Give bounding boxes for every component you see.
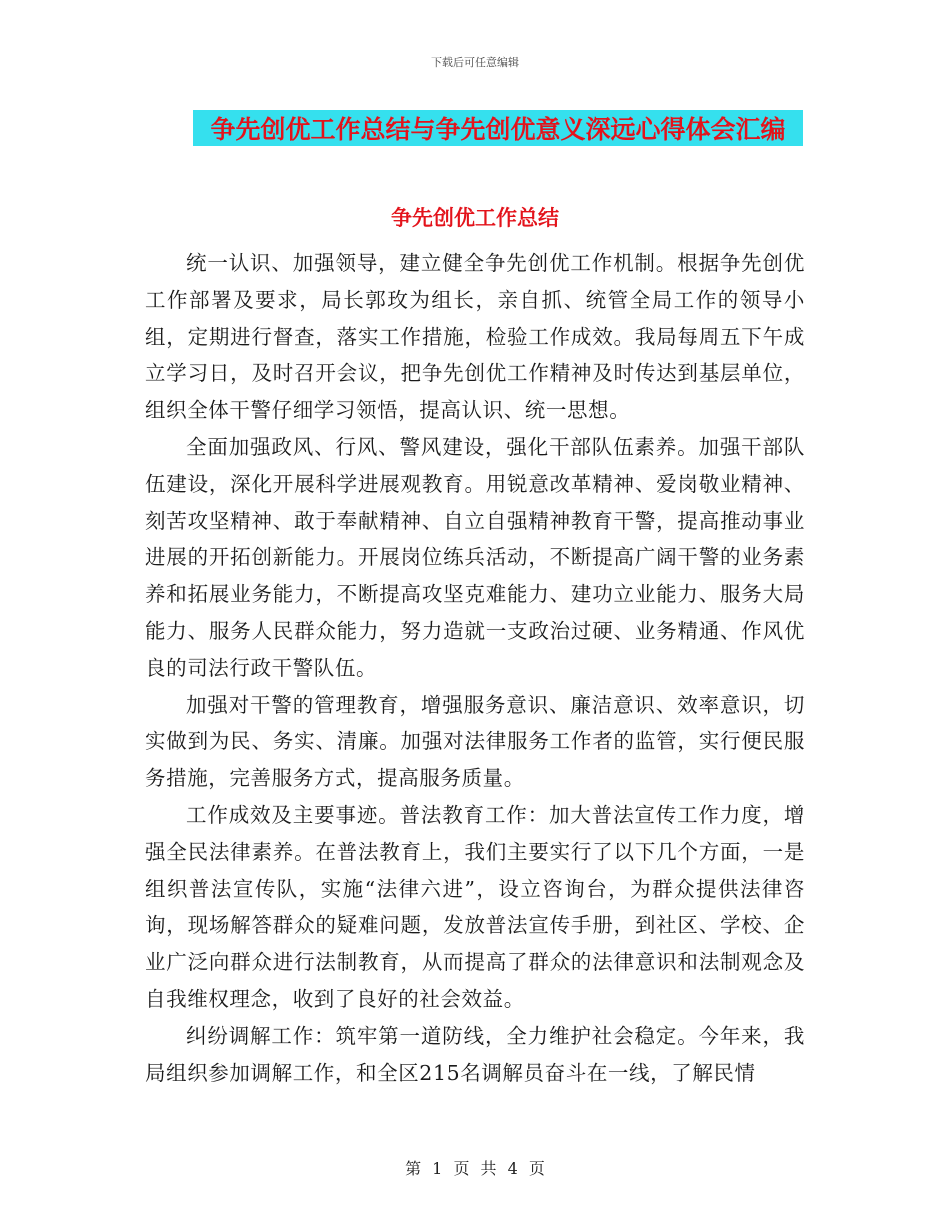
paragraph: 工作成效及主要事迹。普法教育工作：加大普法宣传工作力度，增强全民法律素养。在普法教育上，我们主要实行了以下几个方面，一是组织普法宣传队，实施“法律六进”，设立咨询台，为群众提供法律咨询，现场解答群众的疑难问题，发放普法宣传手册，到社区、学校、企业广泛向群众进行法制教育，从而提高了群众的法律意识和法制观念及自我维权理念，收到了良好的社会效益。 [145,802,805,1011]
page-footer: 第 1 页 共 4 页 [405,1159,545,1178]
paragraph: 全面加强政风、行风、警风建设，强化干部队伍素养。加强干部队伍建设，深化开展科学进展观教育。用锐意改革精神、爱岗敬业精神、刻苦攻坚精神、敢于奉献精神、自立自强精神教育干警，提高推动事业进展的开拓创新能力。开展岗位练兵活动，不断提高广阔干警的业务素养和拓展业务能力，不断提高攻坚克难能力、建功立业能力、服务大局能力、服务人民群众能力，努力造就一支政治过硬、业务精通、作风优良的司法行政干警队伍。 [145,434,805,680]
paragraph: 统一认识、加强领导，建立健全争先创优工作机制。根据争先创优工作部署及要求，局长郭玫为组长，亲自抓、统管全局工作的领导小组，定期进行督查，落实工作措施，检验工作成效。我局每周五下午成立学习日，及时召开会议，把争先创优工作精神及时传达到基层单位，组织全体干警仔细学习领悟，提高认识、统一思想。 [145,251,805,423]
document-title: 争先创优工作总结与争先创优意义深远心得体会汇编 [210,115,786,144]
page-header-note: 下载后可任意编辑 [431,56,519,69]
paragraph: 加强对干警的管理教育，增强服务意识、廉洁意识、效率意识，切实做到为民、务实、清廉。加强对法律服务工作者的监管，实行便民服务措施，完善服务方式，提高服务质量。 [145,692,805,791]
section-title: 争先创优工作总结 [391,206,559,230]
document-title-highlight [193,110,803,146]
paragraph: 纠纷调解工作：筑牢第一道防线，全力维护社会稳定。今年来，我局组织参加调解工作，和全区215名调解员奋斗在一线，了解民情 [145,1023,805,1085]
document-body [145,245,805,1091]
